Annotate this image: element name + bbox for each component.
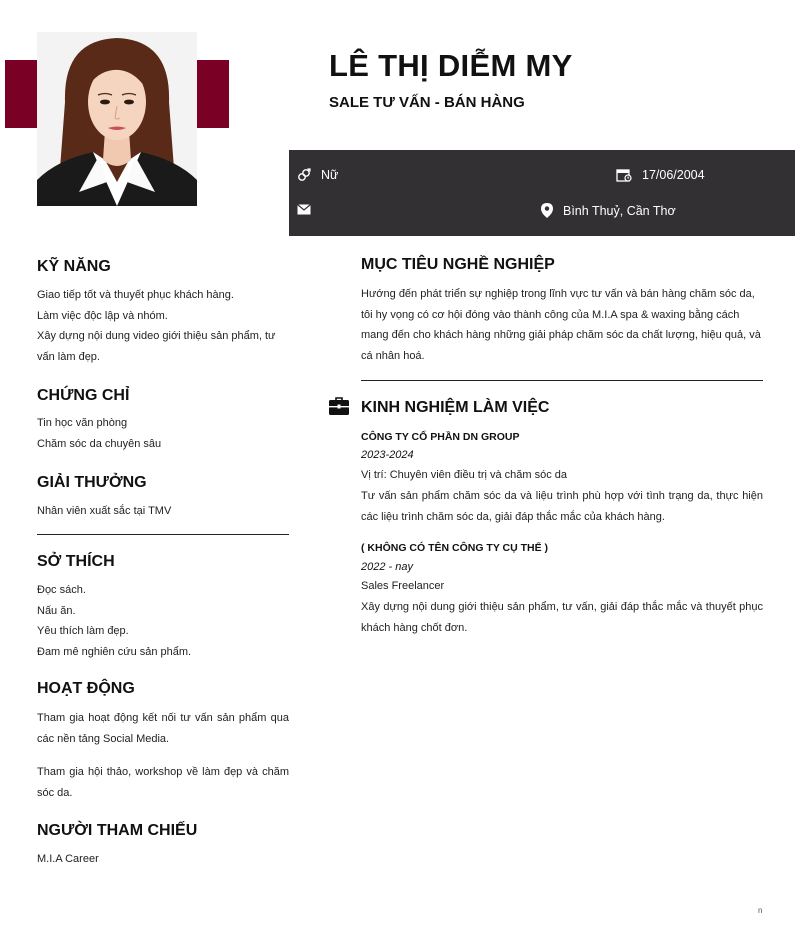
job-company: CÔNG TY CỔ PHẦN DN GROUP [361,431,520,443]
accent-block-right [197,60,229,128]
list-item: M.I.A Career [37,853,99,865]
birthdate-value: 17/06/2004 [642,168,705,182]
right-divider [361,380,763,381]
list-item: Xây dựng nội dung video giới thiệu sản phẩm, tư vấn làm đẹp. [37,330,276,363]
accent-block-left [5,60,37,128]
list-item: Đam mê nghiên cứu sản phẩm. [37,645,192,658]
activities-heading: HOẠT ĐỘNG [37,680,135,697]
hobbies-heading: SỞ THÍCH [37,553,115,570]
birthdate-info [616,168,705,182]
hobbies-list [37,580,287,662]
awards-heading: GIẢI THƯỞNG [37,474,147,491]
awards-list [37,501,287,522]
activity-item: Tham gia hoạt động kết nối tư vấn sản phẩm qua các nền tảng Social Media. [37,712,289,745]
location-info [541,203,676,218]
candidate-name: LÊ THỊ DIỄM MY [329,48,573,83]
skills-list [37,285,277,367]
gender-icon [297,168,311,182]
job-title: SALE TƯ VẤN - BÁN HÀNG [329,94,525,111]
job-description: Xây dựng nội dung giới thiệu sản phẩm, tư vấn, giải đáp thắc mắc và thuyết phục khách hàng chốt đơn. [361,601,763,634]
certificates-heading: CHỨNG CHỈ [37,387,130,404]
references-list [37,849,287,870]
objective-heading: MỤC TIÊU NGHỀ NGHIỆP [361,256,555,273]
gender-value: Nữ [321,168,339,182]
list-item: Nhân viên xuất sắc tại TMV [37,505,172,517]
list-item: Nấu ăn. [37,604,76,617]
skills-heading: KỸ NĂNG [37,258,111,275]
job-period: 2023-2024 [361,449,414,461]
experience-heading: KINH NGHIỆM LÀM VIỆC [361,399,550,416]
location-pin-icon [541,203,553,218]
list-item: Chăm sóc da chuyên sâu [37,437,162,450]
list-item: Làm việc độc lập và nhóm. [37,309,168,322]
job-description: Tư vấn sản phẩm chăm sóc da và liệu trình phù hợp với tình trạng da, thực hiện các liệu trình chăm sóc da, giải đáp thắc mắc của khách hàng. [361,490,763,523]
gender-info [297,168,338,182]
calendar-icon [616,168,632,182]
left-divider [37,534,289,535]
list-item: Yêu thích làm đẹp. [37,625,129,637]
list-item: Tin học văn phòng [37,417,128,429]
certificates-list [37,413,287,454]
job-position: Sales Freelancer [361,580,445,592]
email-icon[interactable] [297,204,311,215]
list-item: Giao tiếp tốt và thuyết phục khách hàng. [37,289,234,301]
job-position: Vị trí: Chuyên viên điều trị và chăm sóc da [361,469,568,481]
activity-item: Tham gia hội thảo, workshop về làm đẹp và chăm sóc da. [37,766,289,799]
job-period: 2022 - nay [361,561,413,573]
list-item: Đọc sách. [37,584,86,596]
job-company: ( KHÔNG CÓ TÊN CÔNG TY CỤ THỂ ) [361,542,549,554]
objective-text: Hướng đến phát triển sự nghiệp trong lĩnh vực tư vấn và bán hàng chăm sóc da, tôi hy vọng có cơ hội đóng vào thành công của M.I.A spa & waxing bằng cách mang đến cho khách hàng những giải pháp chăm sóc da chất lượng, hiệu quả, và cá nhân hoá. [361,288,761,362]
location-value: Bình Thuỷ, Cần Thơ [563,203,676,218]
references-heading: NGƯỜI THAM CHIẾU [37,822,198,839]
profile-photo [37,32,197,206]
briefcase-icon [329,397,349,420]
page-mark: n [758,906,763,915]
contact-info-bar [289,150,795,236]
email-info [297,204,321,215]
